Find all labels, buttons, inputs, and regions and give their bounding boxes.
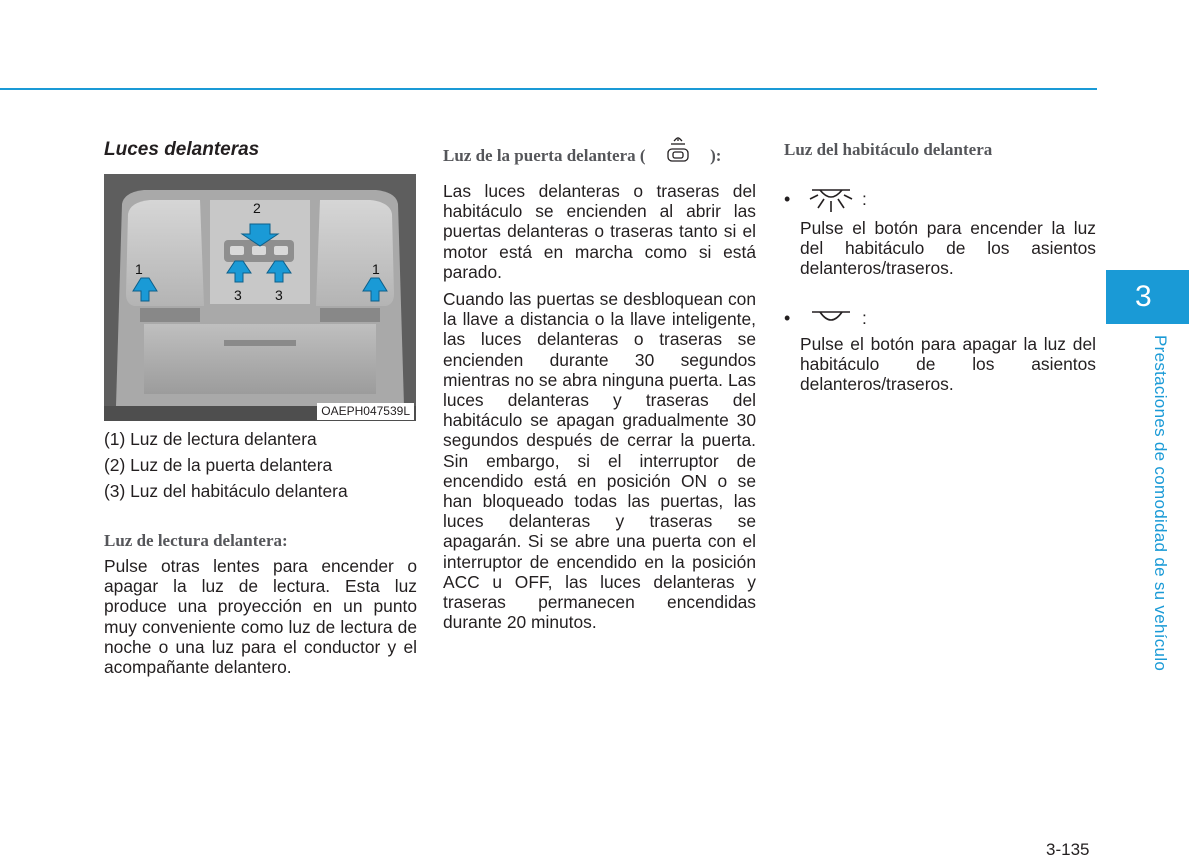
section-title: Luces delanteras: [104, 139, 260, 160]
bullet-colon: :: [862, 307, 867, 328]
light-on-icon: [806, 184, 858, 214]
top-rule: [0, 88, 1097, 90]
chapter-title: Prestaciones de comodidad de su vehículo: [1151, 335, 1170, 672]
figure-code: OAEPH047539L: [317, 403, 414, 420]
callout-2: 2: [253, 200, 261, 216]
door-light-switch-icon: [650, 137, 706, 167]
bullet-dot: •: [784, 307, 791, 328]
light-off-icon: [806, 306, 858, 330]
chapter-tab: [1106, 270, 1189, 324]
door-light-para-2: Cuando las puertas se desbloquean con la llave a distancia o la llave inteligente, las luces delanteras o traseras se encienden durante 30 segundos mientras no se abra ninguna puerta. Las luces delanteras y traseras del habitáculo se apagan gradualmente 30 segundos después de cerrar la puerta. Sin embargo, si el interruptor de encendido está en posición ON o se han bloqueado todas las puertas, las luces delanteras y traseras se apagarán. Si se abre una puerta con el interruptor de encendido en la posición ACC u OFF, las luces delanteras y traseras permanecen encendidas durante 20 minutos.: [443, 289, 756, 633]
door-light-heading-suffix: ):: [710, 146, 722, 165]
callout-1-left: 1: [135, 261, 143, 277]
chapter-number: 3: [1135, 280, 1152, 313]
caption-item: (1) Luz de lectura delantera: [104, 429, 317, 449]
bullet-on: [784, 184, 867, 214]
room-light-on-text: Pulse el botón para encender la luz del habitáculo de los asientos delanteros/traseros.: [800, 218, 1096, 279]
bullet-off: [784, 306, 867, 330]
door-light-heading: [443, 146, 721, 167]
reading-light-heading: Luz de lectura delantera:: [104, 531, 288, 550]
reading-light-text: Pulse otras lentes para encender o apagar la luz de lectura. Esta luz produce una proyección en un punto muy conveniente como luz de lectura de noche o una luz para el conductor y el acompañante delantero.: [104, 556, 417, 678]
door-light-heading-prefix: Luz de la puerta delantera (: [443, 146, 646, 165]
overhead-console-figure: [104, 174, 416, 421]
room-light-off-text: Pulse el botón para apagar la luz del habitáculo de los asientos delanteros/traseros.: [800, 334, 1096, 395]
room-light-heading: Luz del habitáculo delantera: [784, 140, 993, 159]
callout-3-left: 3: [234, 287, 242, 303]
callout-3-right: 3: [275, 287, 283, 303]
callout-1-right: 1: [372, 261, 380, 277]
door-light-para-1: Las luces delanteras o traseras del habitáculo se encienden al abrir las puertas delanteras o traseras tanto si el motor está en marcha como si está parado.: [443, 181, 756, 282]
page-number: 3-135: [1046, 840, 1090, 859]
figure-captions: [104, 426, 348, 504]
bullet-colon: :: [862, 188, 867, 209]
caption-item: (2) Luz de la puerta delantera: [104, 455, 333, 475]
caption-item: (3) Luz del habitáculo delantera: [104, 481, 348, 501]
bullet-dot: •: [784, 188, 791, 209]
